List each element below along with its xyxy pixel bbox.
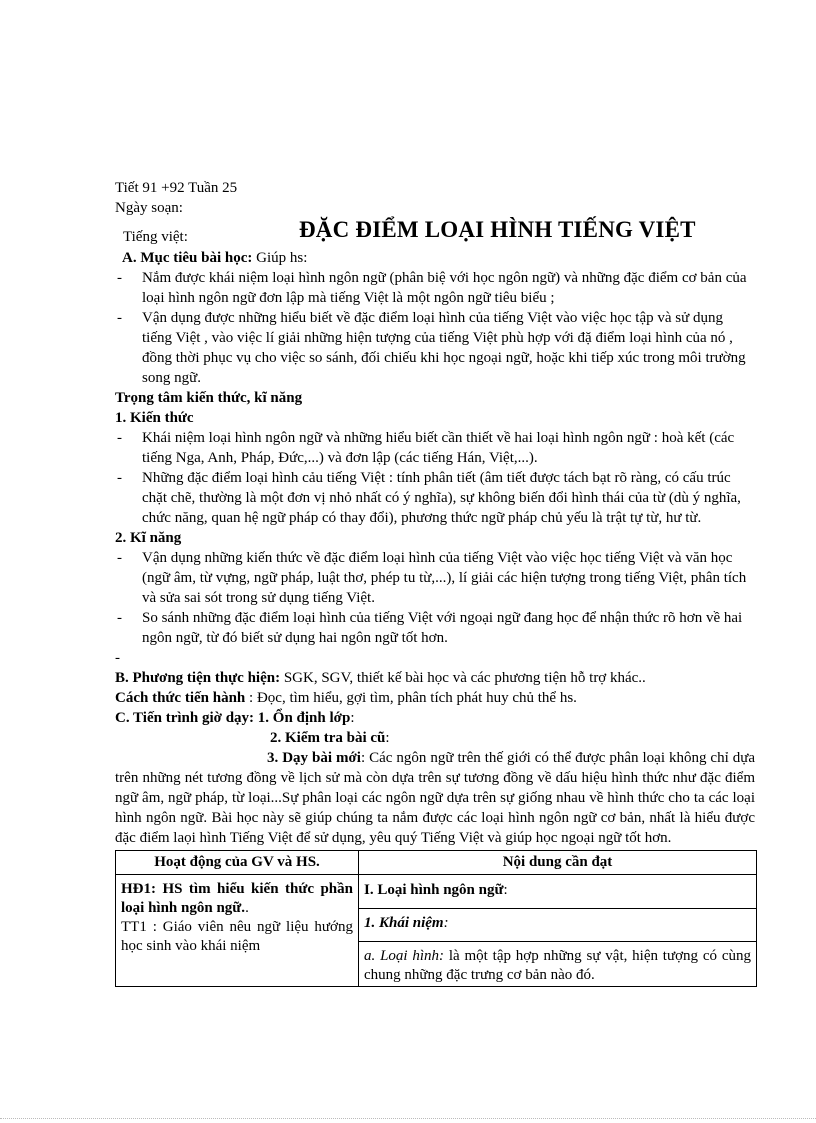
step-3: 3. Dạy bài mới: Các ngôn ngữ trên thế giới có thể được phân loại không chỉ dựa trên những nét tương đồng về lịch sử mà còn dựa trên sự tương đồng về dấu hiệu hình thức như đặc điểm ngữ âm, ngữ pháp, từ loại...Sự phân loại các ngôn ngữ dựa trên sự giống nhau về hình thức cho ta các loại hình ngôn ngữ. Bài học này sẽ giúp chúng ta nắm được các loại hình ngôn ngữ cơ bản, nhất là hiểu được đặc điểm laọi hình Tiếng Việt để sử dụng, yêu quý Tiếng Việt và giúp học ngoại ngữ tốt hơn. [115,750,756,846]
method-line: Cách thức tiến hành : Đọc, tìm hiểu, gợi tìm, phân tích phát huy chủ thể hs. [115,690,577,706]
hd1-text: HĐ1: HS tìm hiểu kiến thức phần loại hình ngôn ngữ.. [121,881,353,916]
skill-heading: 2. Kĩ năng [115,530,182,546]
list-item: - Vận dụng được những hiểu biết về đặc điểm loại hình của tiếng Việt vào việc học tập và sử dụng tiếng Việt , vào việc lí giải những hiện tượng của tiếng Việt phù hợp với đặ điểm loại hình của nó , đồng thời phục vụ cho việc so sánh, đối chiếu khi học ngoại ngữ, hoặc khi tiếp xúc trong môi trường song ngữ. [115,308,755,388]
tt1-text: TT1 : Giáo viên nêu ngữ liệu hướng học sinh vào khái niệm [121,919,353,954]
list-item: - Khái niệm loại hình ngôn ngữ và những hiểu biết cần thiết về hai loại hình ngôn ngữ : hoà kết (các tiếng Nga, Anh, Pháp, Đức,...) và đơn lập (các tiếng Hán, Việt,...). [115,428,755,468]
definition: a. Loại hình: là một tập hợp những sự vật, hiện tượng có cùng chung những đặc trưng cơ bản nào đó. [359,941,756,986]
section-b: B. Phương tiện thực hiện: SGK, SGV, thiết kế bài học và các phương tiện hỗ trợ khác.. [115,670,646,686]
knowledge-list [115,428,755,528]
col-header-content: Nội dung cần đạt [359,851,757,875]
page-divider [0,1118,816,1119]
section-a-list [115,268,755,388]
knowledge-heading: 1. Kiến thức [115,410,194,426]
table-row [116,875,757,987]
activity-table [115,850,757,987]
page-title: ĐẶC ĐIỂM LOẠI HÌNH TIẾNG VIỆT [299,217,696,242]
table-header-row [116,851,757,875]
activity-cell [116,875,359,987]
list-item: - Nắm được khái niệm loại hình ngôn ngữ (phân biệ với học ngôn ngữ) và những đặc điểm cơ bản của loại hình ngôn ngữ đơn lập mà tiếng Việt là một ngôn ngữ tiêu biểu ; [115,268,755,308]
section-a-heading: A. Mục tiêu bài học: Giúp hs: [122,250,308,266]
focus-heading: Trọng tâm kiến thức, kĩ năng [115,390,303,406]
content-heading: I. Loại hình ngôn ngữ: [364,882,508,898]
section-c-heading: C. Tiến trình giờ dạy: 1. Ổn định lớp: [115,710,355,726]
list-item: - Vận dụng những kiến thức về đặc điểm loại hình của tiếng Việt vào việc học tiếng Việt và văn học (ngữ âm, từ vựng, ngữ pháp, luật thơ, phép tu từ,...), lí giải các hiện tượng trong tiếng Việt, phân tích và sửa sai sót trong sử dụng tiếng Việt. [115,548,755,608]
skill-list [115,548,755,648]
content-cell [359,875,757,987]
list-item: - Những đặc điểm loại hình cảu tiếng Việt : tính phân tiết (âm tiết được tách bạt rõ ràng, có cấu trúc chặt chẽ, thường là một đơn vị nhỏ nhất có ý nghĩa), sự không biến đổi hình thái của từ (dù ý nghĩa, chức năng, quan hệ ngữ pháp có thay đổi), phương thức ngữ pháp chủ yếu là trật tự từ, hư từ. [115,468,755,528]
col-header-activity: Hoạt động của GV và HS. [116,851,359,875]
concept-heading: 1. Khái niệm: [359,908,756,937]
document-page [115,178,755,987]
period-line: Tiết 91 +92 Tuần 25 [115,180,238,196]
date-line: Ngày soạn: [115,200,183,216]
step-2: 2. Kiểm tra bài cũ: [270,730,390,746]
trailing-dash: - [115,650,120,666]
subject-label: Tiếng việt: [123,229,188,245]
title-row [115,217,755,248]
list-item: - So sánh những đặc điểm loại hình của tiếng Việt với ngoại ngữ đang học để nhận thức rõ hơn về hai ngôn ngữ, từ đó biết sử dụng hai ngôn ngữ tốt hơn. [115,608,755,648]
